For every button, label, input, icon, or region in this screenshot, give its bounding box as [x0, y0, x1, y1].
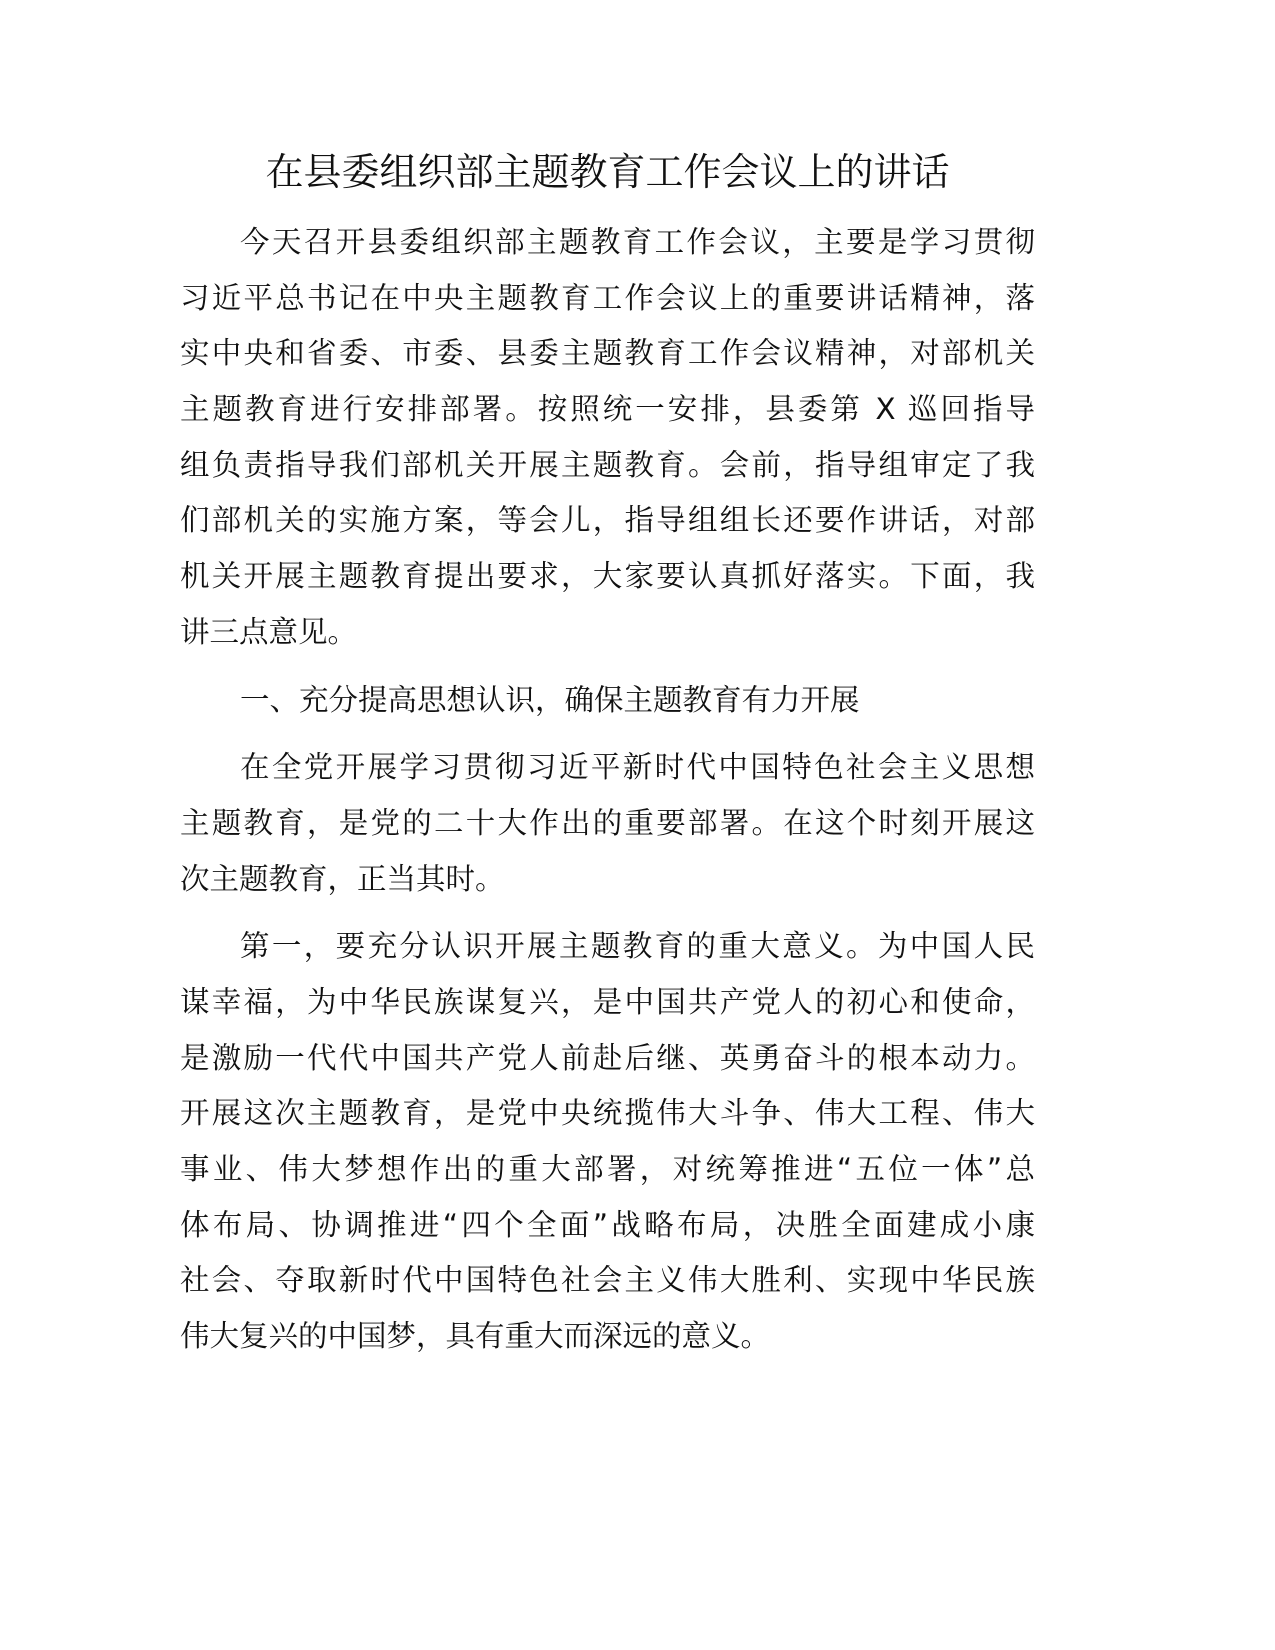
text-line: 主题教育，是党的二十大作出的重要部署。在这个时刻开展这: [180, 805, 1035, 840]
text-line: 机关开展主题教育提出要求，大家要认真抓好落实。下面，我: [180, 559, 1035, 594]
text-line: 次主题教育，正当其时。: [180, 861, 505, 896]
text-line: 今天召开县委组织部主题教育工作会议，主要是学习贯彻: [240, 225, 1035, 259]
section-heading: [180, 673, 1035, 729]
text-line: 组负责指导我们部机关开展主题教育。会前，指导组审定了我: [180, 447, 1035, 482]
text-line: 实中央和省委、市委、县委主题教育工作会议精神，对部机关: [180, 336, 1035, 371]
text-line: 们部机关的实施方案，等会儿，指导组组长还要作讲话，对部: [180, 503, 1035, 538]
text-line: 伟大复兴的中国梦，具有重大而深远的意义。: [180, 1319, 771, 1354]
paragraph: [180, 919, 1035, 1365]
text-line: 事业、伟大梦想作出的重大部署，对统筹推进“五位一体”总: [180, 1152, 1035, 1186]
text-line: 体布局、协调推进“四个全面”战略布局，决胜全面建成小康: [180, 1207, 1035, 1242]
document-body: [180, 215, 1035, 1377]
text-line: 谋幸福，为中华民族谋复兴，是中国共产党人的初心和使命，: [180, 984, 1035, 1019]
text-line: 社会、夺取新时代中国特色社会主义伟大胜利、实现中华民族: [180, 1263, 1035, 1298]
paragraph: [180, 740, 1035, 907]
paragraph: [180, 215, 1035, 661]
text-line: 讲三点意见。: [180, 614, 358, 649]
text-line: 主题教育进行安排部署。按照统一安排，县委第 X 巡回指导: [180, 392, 1035, 427]
text-line: 习近平总书记在中央主题教育工作会议上的重要讲话精神，落: [180, 280, 1035, 315]
text-line: 在全党开展学习贯彻习近平新时代中国特色社会主义思想: [240, 750, 1035, 785]
text-line: 开展这次主题教育，是党中央统揽伟大斗争、伟大工程、伟大: [180, 1096, 1035, 1131]
text-line: 一、充分提高思想认识，确保主题教育有力开展: [240, 682, 860, 717]
document-title: 在县委组织部主题教育工作会议上的讲话: [265, 150, 950, 194]
text-line: 是激励一代代中国共产党人前赴后继、英勇奋斗的根本动力。: [180, 1040, 1035, 1075]
text-line: 第一，要充分认识开展主题教育的重大意义。为中国人民: [240, 929, 1035, 964]
